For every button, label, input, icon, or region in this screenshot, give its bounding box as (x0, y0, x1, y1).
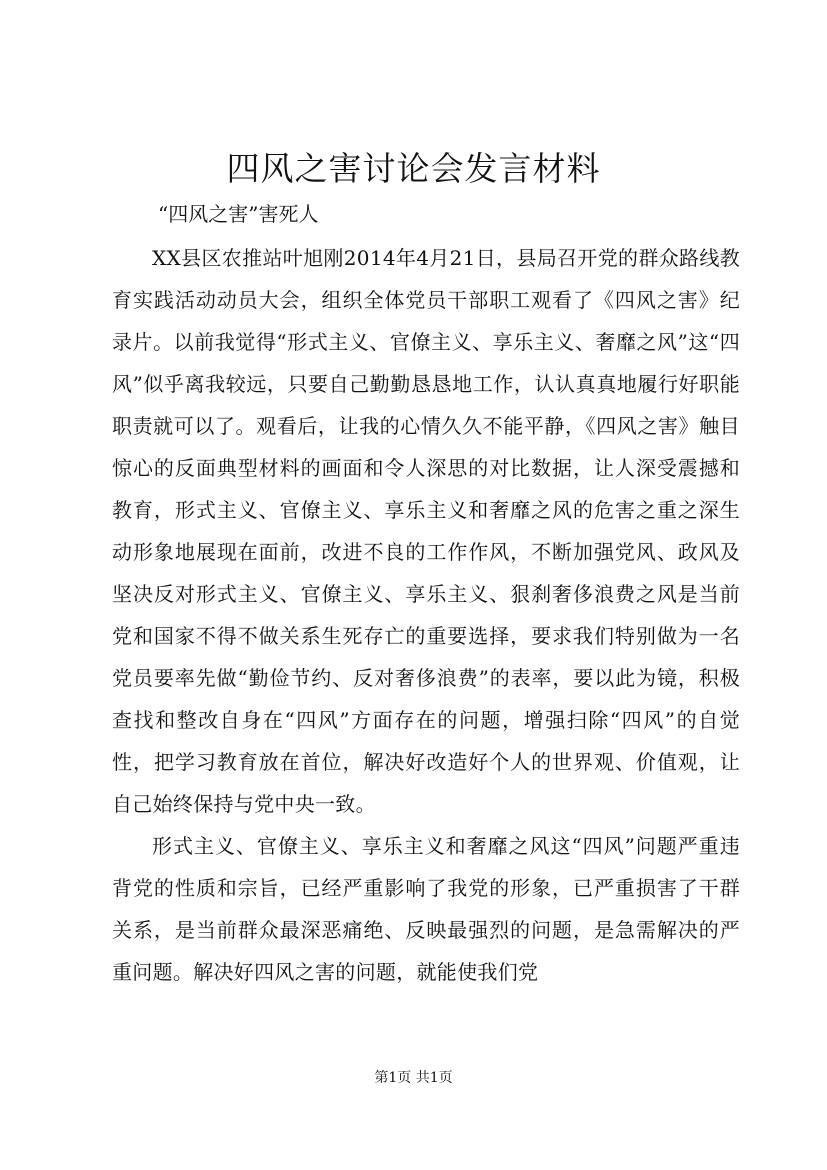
document-subtitle: “四风之害”害死人 (158, 202, 319, 226)
body-paragraph: 形式主义、官僚主义、享乐主义和奢靡之风这“四风”问题严重违背党的性质和宗旨，已经严重影响了我党的形象，已严重损害了干群关系，是当前群众最深恶痛绝、反映最强烈的问题，是急需解决的严重问题。解决好四风之害的问题，就能使我们党 (112, 834, 740, 984)
document-title: 四风之害讨论会发言材料 (226, 149, 601, 188)
document-body (112, 237, 740, 993)
page-footer: 第1页 共1页 (374, 1070, 453, 1086)
body-paragraph: XX县区农推站叶旭刚2014年4月21日，县局召开党的群众路线教育实践活动动员大会，组织全体党员干部职工观看了《四风之害》纪录片。以前我觉得“形式主义、官僚主义、享乐主义、奢靡之风”这“四风”似乎离我较远，只要自己勤勤恳恳地工作，认认真真地履行好职能职责就可以了。观看后，让我的心情久久不能平静，《四风之害》触目惊心的反面典型材料的画面和令人深思的对比数据，让人深受震撼和教育，形式主义、官僚主义、享乐主义和奢靡之风的危害之重之深生动形象地展现在面前，改进不良的工作作风，不断加强党风、政风及坚决反对形式主义、官僚主义、享乐主义、狠刹奢侈浪费之风是当前党和国家不得不做关系生死存亡的重要选择，要求我们特别做为一名党员要率先做“勤俭节约、反对奢侈浪费”的表率，要以此为镜，积极查找和整改自身在“四风”方面存在的问题，增强扫除“四风”的自觉性，把学习教育放在首位，解决好改造好个人的世界观、价值观，让自己始终保持与党中央一致。 (112, 246, 740, 816)
